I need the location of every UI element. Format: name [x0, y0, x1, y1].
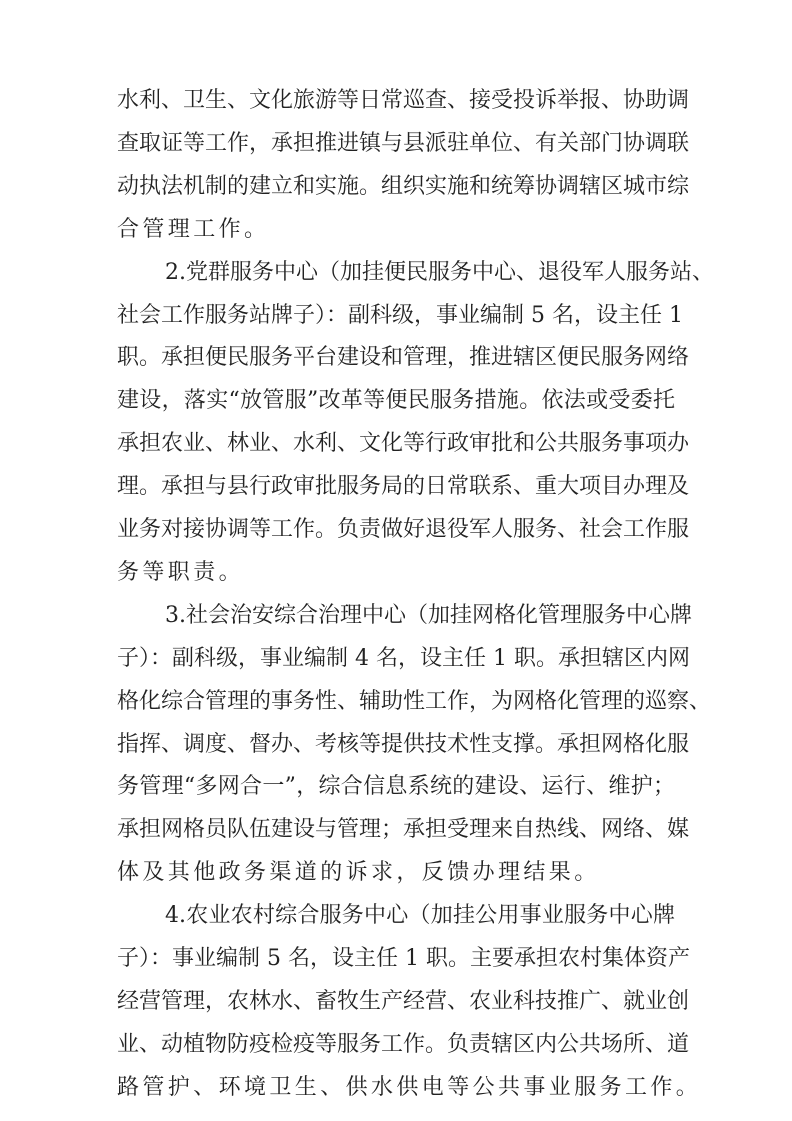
paragraph-3-line: 体及其他政务渠道的诉求，反馈办理结果。 [117, 860, 600, 886]
paragraph-1-line: 查取证等工作，承担推进镇与县派驻单位、有关部门协调联 [117, 130, 690, 156]
paragraph-3-line: 承担网格员队伍建设与管理；承担受理来自热线、网络、媒 [117, 817, 690, 843]
paragraph-2-line: 务等职责。 [117, 559, 245, 585]
paragraph-4-line: 业、动植物防疫检疫等服务工作。负责辖区内公共场所、道 [117, 1031, 690, 1057]
paragraph-4-line: 路管护、环境卫生、供水供电等公共事业服务工作。 [117, 1074, 702, 1100]
paragraph-1-line: 合管理工作。 [117, 216, 270, 242]
paragraph-2-line: 社会工作服务站牌子）：副科级，事业编制 5 名，设主任 1 [117, 302, 683, 328]
paragraph-2-line: 理。承担与县行政审批服务局的日常联系、重大项目办理及 [117, 474, 690, 500]
paragraph-2-line: 建设，落实“放管服”改革等便民服务措施。依法或受委托 [117, 388, 675, 414]
paragraph-2-line: 职。承担便民服务平台建设和管理，推进辖区便民服务网络 [117, 345, 690, 371]
paragraph-4-line: 4.农业农村综合服务中心（加挂公用事业服务中心牌 [165, 903, 675, 929]
paragraph-1-line: 水利、卫生、文化旅游等日常巡查、接受投诉举报、协助调 [117, 88, 690, 113]
paragraph-4-line: 经营管理，农林水、畜牧生产经营、农业科技推广、就业创 [117, 988, 690, 1014]
paragraph-2-line: 承担农业、林业、水利、文化等行政审批和公共服务事项办 [117, 431, 690, 457]
paragraph-4-line: 子）：事业编制 5 名，设主任 1 职。主要承担农村集体资产 [117, 946, 690, 971]
paragraph-3-line: 格化综合管理的事务性、辅助性工作，为网格化管理的巡察、 [117, 688, 712, 714]
paragraph-2-line: 2.党群服务中心（加挂便民服务中心、退役军人服务站、 [165, 259, 714, 285]
paragraph-3-line: 务管理“多网合一”，综合信息系统的建设、运行、维护； [117, 774, 675, 800]
paragraph-2-line: 业务对接协调等工作。负责做好退役军人服务、社会工作服 [117, 517, 690, 542]
paragraph-3-line: 3.社会治安综合治理中心（加挂网格化管理服务中心牌 [165, 602, 692, 628]
paragraph-1-line: 动执法机制的建立和实施。组织实施和统筹协调辖区城市综 [117, 173, 690, 199]
paragraph-3-line: 子）：副科级，事业编制 4 名，设主任 1 职。承担辖区内网 [117, 645, 690, 671]
paragraph-3-line: 指挥、调度、督办、考核等提供技术性支撑。承担网格化服 [117, 731, 690, 757]
